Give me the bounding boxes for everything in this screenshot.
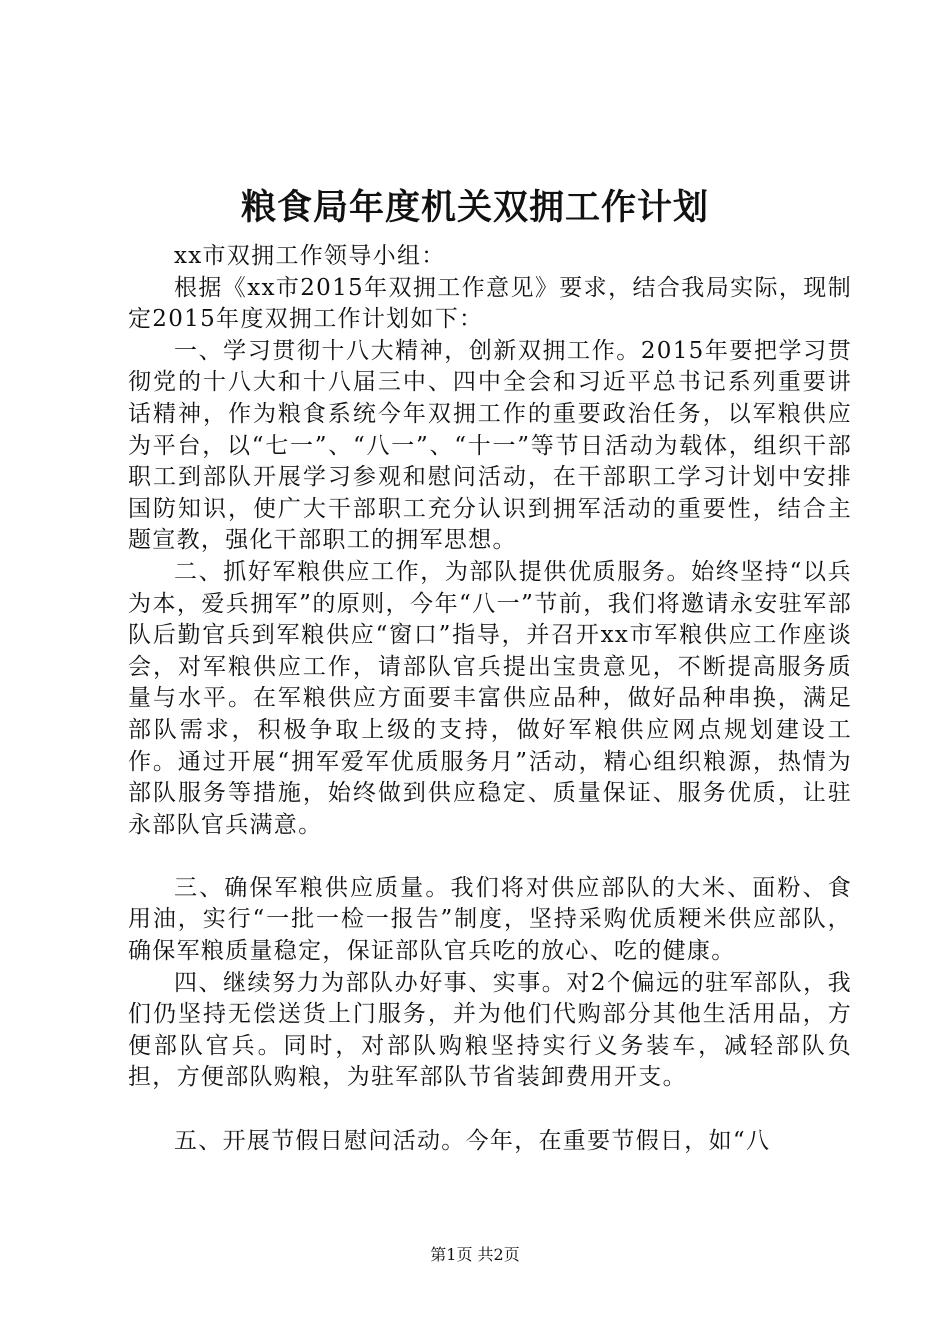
page-footer: 第1页 共2页	[430, 1245, 520, 1264]
document-body	[128, 241, 852, 1157]
salutation: xx市双拥工作领导小组：	[174, 243, 446, 269]
section-3-paragraph: 三、确保军粮供应质量。我们将对供应部队的大米、面粉、食用油，实行“一批一检一报告”制度，坚持采购优质粳米供应部队，确保军粮质量稳定，保证部队官兵吃的放心、吃的健康。	[128, 874, 852, 965]
section-4-paragraph: 四、继续努力为部队办好事、实事。对2个偏远的驻军部队，我们仍坚持无偿送货上门服务，并为他们代购部分其他生活用品，方便部队官兵。同时，对部队购粮坚持实行义务装车，减轻部队负担，方便部队购粮，为驻军部队节省装卸费用开支。	[128, 969, 852, 1091]
section-5-paragraph: 五、开展节假日慰问活动。今年，在重要节假日，如“八	[174, 1127, 771, 1154]
section-2-paragraph: 二、抓好军粮供应工作，为部队提供优质服务。始终坚持“以兵为本，爱兵拥军”的原则，今年“八一”节前，我们将邀请永安驻军部队后勤官兵到军粮供应“窗口”指导，并召开xx市军粮供应工作座谈会，对军粮供应工作，请部队官兵提出宝贵意见，不断提高服务质量与水平。在军粮供应方面要丰富供应品种，做好品种串换，满足部队需求，积极争取上级的支持，做好军粮供应网点规划建设工作。通过开展“拥军爱军优质服务月”活动，精心组织粮源，热情为部队服务等措施，始终做到供应稳定、质量保证、服务优质，让驻永部队官兵满意。	[128, 558, 852, 838]
intro-paragraph: 根据《xx市2015年双拥工作意见》要求，结合我局实际，现制定2015年度双拥工作计划如下：	[128, 274, 852, 333]
document-title: 粮食局年度机关双拥工作计划	[240, 187, 709, 228]
section-1-paragraph: 一、学习贯彻十八大精神，创新双拥工作。2015年要把学习贯彻党的十八大和十八届三中、四中全会和习近平总书记系列重要讲话精神，作为粮食系统今年双拥工作的重要政治任务，以军粮供应为平台，以“七一”、“八一”、“十一”等节日活动为载体，组织干部职工到部队开展学习参观和慰问活动，在干部职工学习计划中安排国防知识，使广大干部职工充分认识到拥军活动的重要性，结合主题宣教，强化干部职工的拥军思想。	[128, 337, 852, 554]
